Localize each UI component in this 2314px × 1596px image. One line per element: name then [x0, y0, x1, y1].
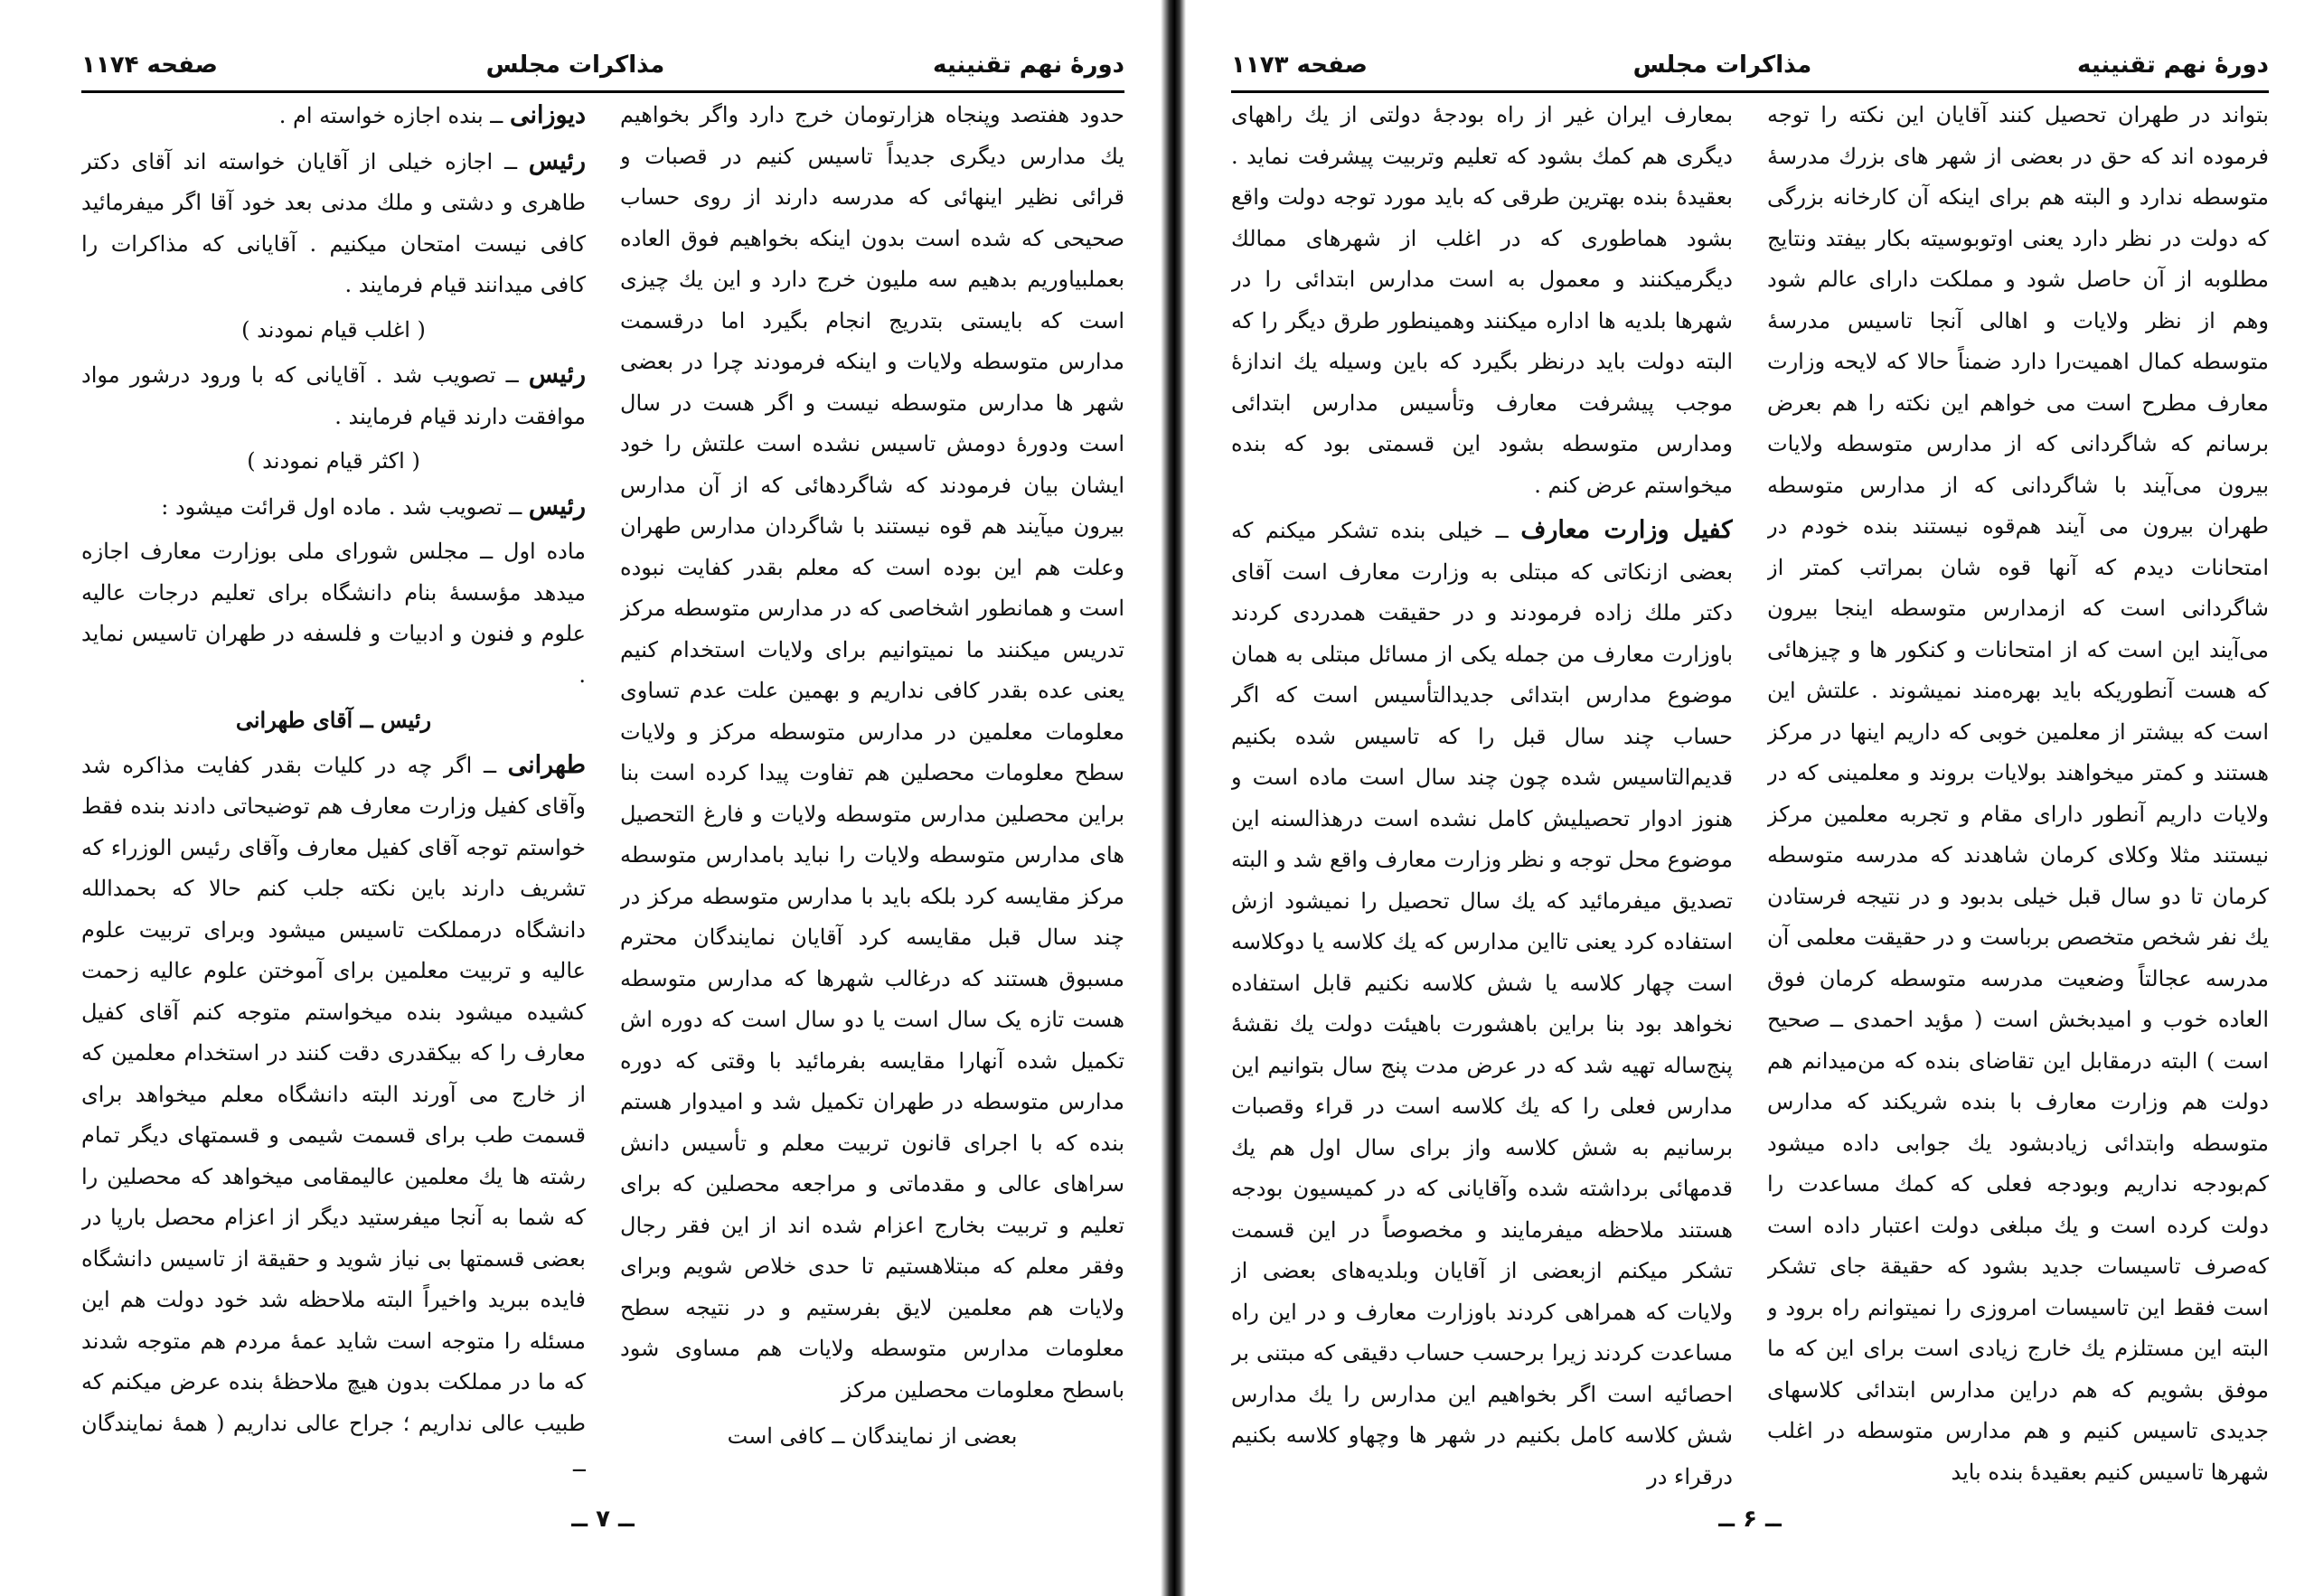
column-right [620, 95, 1124, 1497]
session-label: دورهٔ نهم تقنینیه [933, 52, 1124, 79]
column-right [1767, 95, 2269, 1497]
speaker-name: رئیس [528, 492, 586, 521]
interjection: بعضی از نمایندگان ــ کافی است [727, 1423, 1018, 1449]
speech-text: ــ تصویب شد . آقایانی که با ورود درشور مواد موافقت دارند قیام فرمایند . [81, 362, 586, 429]
header-rule [81, 90, 1124, 93]
page-header [1231, 45, 2269, 85]
paragraph [1231, 510, 1733, 1497]
page-number-label: صفحه ۱۱۷۳ [1231, 52, 1368, 79]
stage-direction: ( اکثر قیام نمودند ) [247, 448, 420, 474]
speaker-name: کفیل وزارت معارف [1520, 516, 1733, 544]
paragraph [81, 745, 586, 1486]
running-title: مذاکرات مجلس [1632, 52, 1812, 79]
running-title: مذاکرات مجلس [485, 52, 665, 79]
page-6 [1186, 0, 2314, 1596]
paragraph [81, 141, 586, 306]
book-gutter [1161, 0, 1186, 1596]
paragraph [81, 95, 586, 137]
paragraph [81, 486, 586, 529]
speaker-name: رئیس [528, 361, 586, 389]
text-columns [1231, 95, 2269, 1497]
text-columns [81, 95, 1124, 1497]
speech-text: ــ بنده اجازه خواسته ام . [278, 103, 503, 128]
paragraph [81, 354, 586, 437]
session-label: دورهٔ نهم تقنینیه [2077, 52, 2269, 79]
speech-text: ــ اجازه خیلی از آقایان خواسته اند آقای دکتر طاهری و دشتی و ملك مدنی بعد خود آقا اگر میفرمائید کافی نیست امتحان میکنیم . آقایانی که مذاکرات را کافی میدانند قیام فرمایند . [81, 148, 586, 297]
speaker-name: طهرانی [507, 750, 586, 779]
page-header [81, 45, 1124, 85]
stage-direction: ( اغلب قیام نمودند ) [241, 316, 426, 343]
speech-text: بمعارف ایران غیر از راه بودجهٔ دولتی از یك راههای دیگری هم کمك بشود که تعلیم وتربیت پیشرفت نماید . بعقیدهٔ بنده بهترین طرقی که باید مورد توجه دولت واقع بشود هماطوری که در اغلب از شهرهای ممالك دیگرمیکنند و معمول به است مدارس ابتدائی را در شهرها بلدیه ها اداره میکنند وهمینطور طرق دیگر را که البته دولت باید درنظر بگیرد که باین وسیله یك اندازهٔ موجب پیشرفت معارف وتأسیس مدارس ابتدائی ومدارس متوسطه بشود این قسمتی بود که بنده میخواستم عرض کنم . [1231, 102, 1733, 498]
column-left [81, 95, 586, 1497]
speaker-announcement: رئیس ــ آقای طهرانی [235, 707, 432, 733]
speech-text: بتواند در طهران تحصیل کنند آقایان این نکته را توجه فرموده اند که حق در بعضی از شهر های بزرك مدرسهٔ متوسطه ندارد و البته هم برای اینکه آن کارخانه بزرگی که دولت در نظر دارد یعنی اوتوبوسیته بکار بیفتد ونتایج مطلوبه از آن حاصل شود و مملکت دارای عالم شود وهم از نظر ولایات و اهالی آنجا تاسیس مدرسهٔ متوسطه کمال اهمیت‌را دارد ضمناً حالا که لایحه وزارت معارف مطرح است می خواهم این نکته را هم بعرض برسانم که شاگردانی که از مدارس متوسطه ولایات بیرون می‌آیند با شاگردانی که از مدارس متوسطه طهران بیرون می آیند هم‌قوه نیستند بنده خودم در امتحانات دیدم که آنها قوه شان بمراتب کمتر از شاگردانی است که ازمدارس متوسطه اینجا بیرون می‌آیند این است که از امتحانات و کنکور ها و چیزهائی که هست آنطوریکه باید بهره‌مند نمیشوند . علتش این است که بیشتر از معلمین خوبی که داریم اینها در مرکز هستند و کمتر میخواهند بولایات بروند و معلمینی که در ولایات داریم آنطور دارای مقام و تجربه معلمین مرکز نیستند مثلا وکلای کرمان شاهدند که مدرسه متوسطه کرمان تا دو سال قبل خیلی بدبود و در نتیجه فرستادن یك نفر شخص متخصص برباست و در حقیقت معلمی آن مدرسه عجالتاً وضعیت مدرسه متوسطه کرمان فوق العاده خوب و امیدبخش است ( مؤید احمدی ــ صحیح است ) البته درمقابل این تقاضای بنده که من‌میدانم هم دولت هم وزارت معارف با بنده شریکند که مدارس متوسطه وابتدائی زیادبشود یك جوابی داده میشود کم‌بودجه نداریم وبودجه فعلی که کمك مساعدت را دولت کرده است و یك مبلغی دولت اعتبار داده است که‌صرف تاسیسات جدید بشود که حقیقة جای تشکر است فقط این تاسیسات امروزی را نمیتوانم راه برود و البته این مستلزم یك خارج زیادی است برای این که ما موفق بشویم که هم دراین مدارس ابتدائی کلاسهای جدیدی تاسیس کنیم و هم مدارس متوسطه در اغلب شهرها تاسیس کنیم بعقیدهٔ بنده باید [1767, 102, 2269, 1485]
speech-text: ــ اگر چه در کلیات بقدر کفایت مذاکره شد وآقای کفیل وزارت معارف هم توضیحاتی دادند بنده فقط خواستم توجه آقای کفیل معارف وآقای رئیس الوزراء که تشریف دارند باین نکته جلب کنم حالا که بحمدالله دانشگاه درمملکت تاسیس میشود وبرای تربیت علوم عالیه و تربیت معلمین برای آموختن علوم عالیه زحمت کشیده میشود بنده میخواستم متوجه کنم آقای کفیل معارف را که بیکقدری دقت کنند در استخدام معلمین که از خارج می آورند البته دانشگاه معلم میخواهد برای قسمت طب برای قسمت شیمی و قسمتهای دیگر تمام رشته ها یك معلمین عالیمقامی میخواهد که محصلین را که شما به آنجا میفرستید دیگر از اعزام محصل بارپا در بعضی قسمتها بی نیاز شوید و حقیقة از تاسیس دانشگاه فایده ببرید واخیراً البته ملاحظه شد خود دولت هم این مسئله را متوجه است شاید عمهٔ مردم هم متوجه شدند که ما در مملکت بدون هیچ ملاحظهٔ بنده عرض میکنم که طبیب عالی نداریم ؛ جراح عالی نداریم ( همهٔ نمایندگان ــ [81, 752, 586, 1477]
folio: ــ ۶ ــ [1718, 1506, 1782, 1533]
speech-text: ــ خیلی بنده تشکر میکنم که بعضی ازنکاتی که مبتلی به وزارت معارف است آقای دکتر ملك زاده فرمودند و در حقیقت همدردی کردند باوزارت معارف من جمله یکی از مسائل مبتلی به همان موضوع مدارس ابتدائی جدیدالتأسیس است که اگر حساب چند سال قبل را که تاسیس شده بکنیم قدیم‌التاسیس شده چون چند سال است ماده است و هنوز ادوار تحصیلیش کامل نشده است درهذالسنه این موضوع محل توجه و نظر وزارت معارف واقع شد و البته تصدیق میفرمائید که یك سال تحصیل را نمیشود ازش استفاده کرد یعنی تااین مدارس که یك کلاسه یا دوکلاسه است چهار کلاسه یا شش کلاسه نکنیم قابل استفاده نخواهد بود بنا براین باهشورت باهیئت دولت یك نقشهٔ پنج‌ساله تهیه شد که در عرض مدت پنج سال بتوانیم این مدارس فعلی را که یك کلاسه است در قراء وقصبات برسانیم به شش کلاسه واز برای سال اول هم یك قدمهائی برداشته شده وآقایانی که در کمیسیون بودجه هستند ملاحظه میفرمایند و مخصوصاً در این قسمت تشکر میکنم ازبعضی از آقایان وبلدیه‌های بعضی از ولایات که همراهی کردند باوزارت معارف و در این راه مساعدت کردند زیرا برحسب حساب دقیقی که مبتنی بر احصائیه است اگر بخواهیم این مدارس را یك مدارس شش کلاسه کامل بکنیم در شهر ها وچهاو کلاسه بکنیم درقراء در [1231, 518, 1733, 1489]
speech-text: ــ تصویب شد . ماده اول قرائت میشود : [161, 493, 522, 520]
speaker-name: دیوزانی [509, 101, 586, 129]
page-number-label: صفحه ۱۱۷۴ [81, 52, 218, 79]
folio: ــ ۷ ــ [571, 1506, 635, 1533]
speaker-name: رئیس [528, 146, 586, 175]
header-rule [1231, 90, 2269, 93]
column-left [1231, 95, 1733, 1497]
article-text: ماده اول ــ مجلس شورای ملی بوزارت معارف اجازه میدهد مؤسسهٔ بنام دانشگاه برای تعلیم درجات عالیه علوم و فنون و ادبیات و فلسفه در طهران تاسیس نماید . [81, 539, 586, 688]
speech-text: حدود هفتصد وپنجاه هزارتومان خرج دارد واگر بخواهیم یك مدارس دیگری جدیداً تاسیس کنیم در قصبات و قرائی نظیر اینهائی که مدرسه دارند از روی حساب صحیحی که شده است بدون اینکه بخواهیم فوق العاده بعملبیاوریم بدهیم سه ملیون خرج دارد و این یك چیزی است که بایستی بتدریج انجام بگیرد اما درقسمت مدارس متوسطه ولایات و اینکه فرمودند چرا در بعضی شهر ها مدارس متوسطه نیست و اگر هست در سال است ودورهٔ دومش تاسیس نشده است علتش را خود ایشان بیان فرمودند که شاگردهائی که از آن مدارس بیرون میآیند هم قوه نیستند با شاگردان مدارس طهران وعلت هم این بوده است که معلم بقدر کفایت نبوده است و همانطور اشخاصی که در مدارس متوسطه مرکز تدریس میکنند ما نمیتوانیم برای ولایات استخدام کنیم یعنی عده بقدر کافی نداریم و بهمین علت عدم تساوی معلومات معلمین در مدارس متوسطه مرکز و ولایات سطح معلومات محصلین هم تفاوت پیدا کرده است بنا براین محصلین مدارس متوسطه ولایات و فارغ التحصیل های مدارس متوسطه ولایات را نباید بامدارس متوسطه مرکز مقایسه کرد بلکه باید با مدارس متوسطه مرکز در چند سال قبل مقایسه کرد آقایان نمایندگان محترم مسبوق هستند که درغالب شهرها که مدارس متوسطه هست تازه یک سال است یا دو سال است که دوره اش تکمیل شده آنهارا مقایسه بفرمائید با وقتی که دوره مدارس متوسطه در طهران تکمیل شد و امیدوار هستم بنده که با اجرای قانون تربیت معلم و تأسیس دانش سراهای عالی و مقدماتی و مراجعه محصلین که برای تعلیم و تربیت بخارج اعزام شده اند از این فقر رجال وفقر معلم که مبتلاهستیم تا حدی خلاص شویم وبرای ولایات هم معلمین لایق بفرستیم و در نتیجه سطح معلومات مدارس متوسطه ولایات هم مساوی شود باسطح معلومات محصلین مرکز [620, 102, 1124, 1403]
